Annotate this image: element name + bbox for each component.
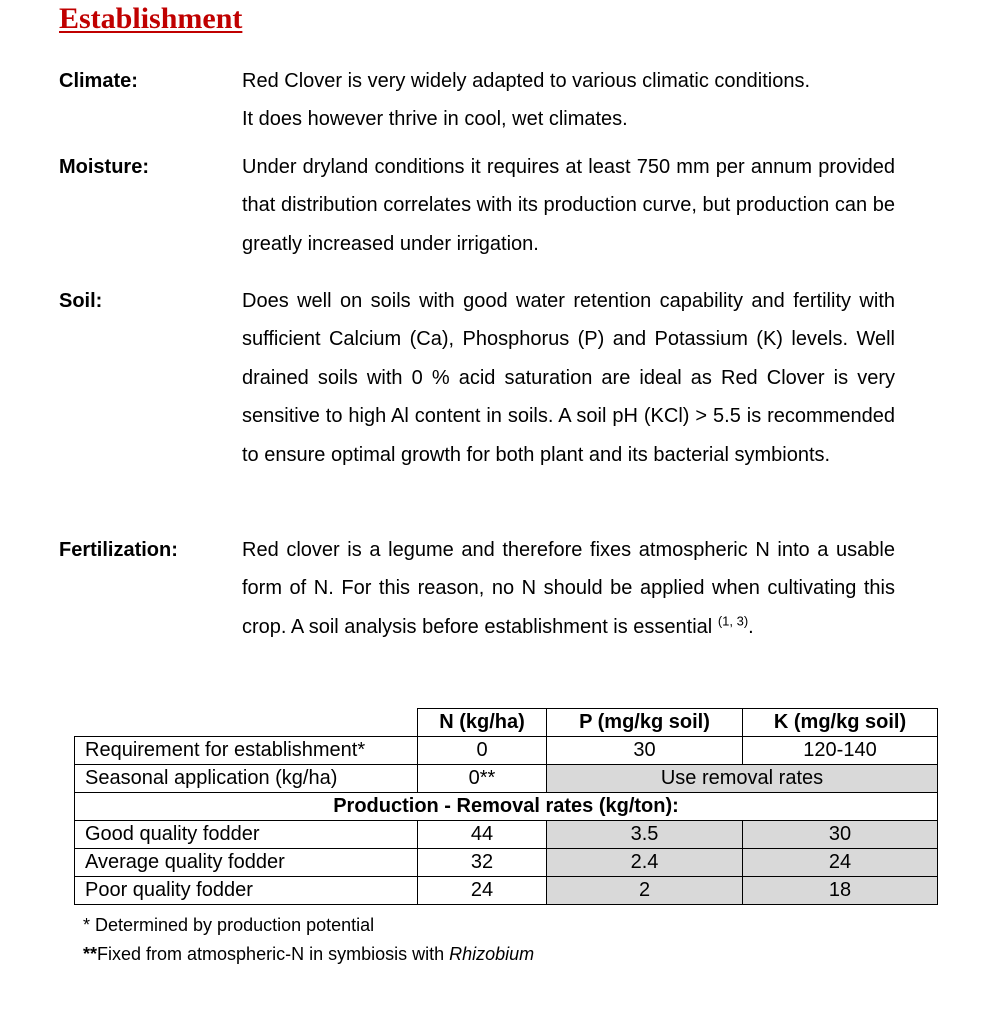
moisture-text: Under dryland conditions it requires at least 750 mm per annum provided that distribution correlates with its production curve, but production can be greatly increased under irrigation. [242, 156, 895, 255]
cell-k: 30 [743, 821, 938, 849]
cell-n: 0** [418, 765, 547, 793]
production-heading: Production - Removal rates (kg/ton): [75, 793, 938, 821]
page-title: Establishment [59, 2, 243, 35]
soil-label: Soil: [59, 290, 103, 312]
cell-p: 2 [547, 877, 743, 905]
cell-n: 44 [418, 821, 547, 849]
table-corner-cell [75, 709, 418, 737]
row-label: Good quality fodder [75, 821, 418, 849]
cell-k: 24 [743, 849, 938, 877]
table-header-row [75, 709, 938, 737]
fertilization-period: . [748, 615, 754, 638]
cell-k: 120-140 [743, 737, 938, 765]
footnote-2 [83, 940, 534, 969]
cell-pk: Use removal rates [547, 765, 938, 793]
cell-p: 2.4 [547, 849, 743, 877]
table-row [75, 737, 938, 765]
cell-n: 0 [418, 737, 547, 765]
climate-text [242, 62, 895, 139]
table-row [75, 877, 938, 905]
row-label: Poor quality fodder [75, 877, 418, 905]
cell-n: 24 [418, 877, 547, 905]
nutrient-table [74, 708, 938, 905]
cell-p: 3.5 [547, 821, 743, 849]
soil-text: Does well on soils with good water retention capability and fertility with sufficient Calcium (Ca), Phosphorus (P) and Potassium (K) levels. Well drained soils with 0 % acid saturation are ideal as Red Clover is very sensitive to high Al content in soils. A soil pH (KCl) > 5.5 is recommended to ensure optimal growth for both plant and its bacterial symbionts. [242, 290, 895, 466]
fertilization-body: Red clover is a legume and therefore fixes atmospheric N into a usable form of N. For this reason, no N should be applied when cultivating this crop. A soil analysis before establishment is essential [242, 539, 895, 638]
row-label: Requirement for establishment* [75, 737, 418, 765]
fertilization-text [242, 531, 895, 646]
footnotes [83, 911, 534, 969]
header-p: P (mg/kg soil) [547, 709, 743, 737]
row-label: Seasonal application (kg/ha) [75, 765, 418, 793]
climate-line-2: It does however thrive in cool, wet climates. [242, 108, 628, 131]
cell-k: 18 [743, 877, 938, 905]
fertilization-label: Fertilization: [59, 539, 178, 561]
table-row [75, 849, 938, 877]
footnote-2-text: Fixed from atmospheric-N in symbiosis with [97, 944, 450, 964]
header-k: K (mg/kg soil) [743, 709, 938, 737]
climate-label: Climate: [59, 70, 138, 92]
row-label: Average quality fodder [75, 849, 418, 877]
cell-n: 32 [418, 849, 547, 877]
footnote-2-italic: Rhizobium [449, 944, 535, 964]
climate-line-1: Red Clover is very widely adapted to various climatic conditions. [242, 70, 811, 92]
moisture-label: Moisture: [59, 156, 149, 178]
production-heading-row [75, 793, 938, 821]
table-row [75, 821, 938, 849]
cell-p: 30 [547, 737, 743, 765]
footnote-2-mark: ** [83, 944, 98, 964]
footnote-1: * Determined by production potential [83, 915, 375, 935]
reference-superscript: (1, 3) [717, 613, 749, 629]
header-n: N (kg/ha) [418, 709, 547, 737]
table-row [75, 765, 938, 793]
